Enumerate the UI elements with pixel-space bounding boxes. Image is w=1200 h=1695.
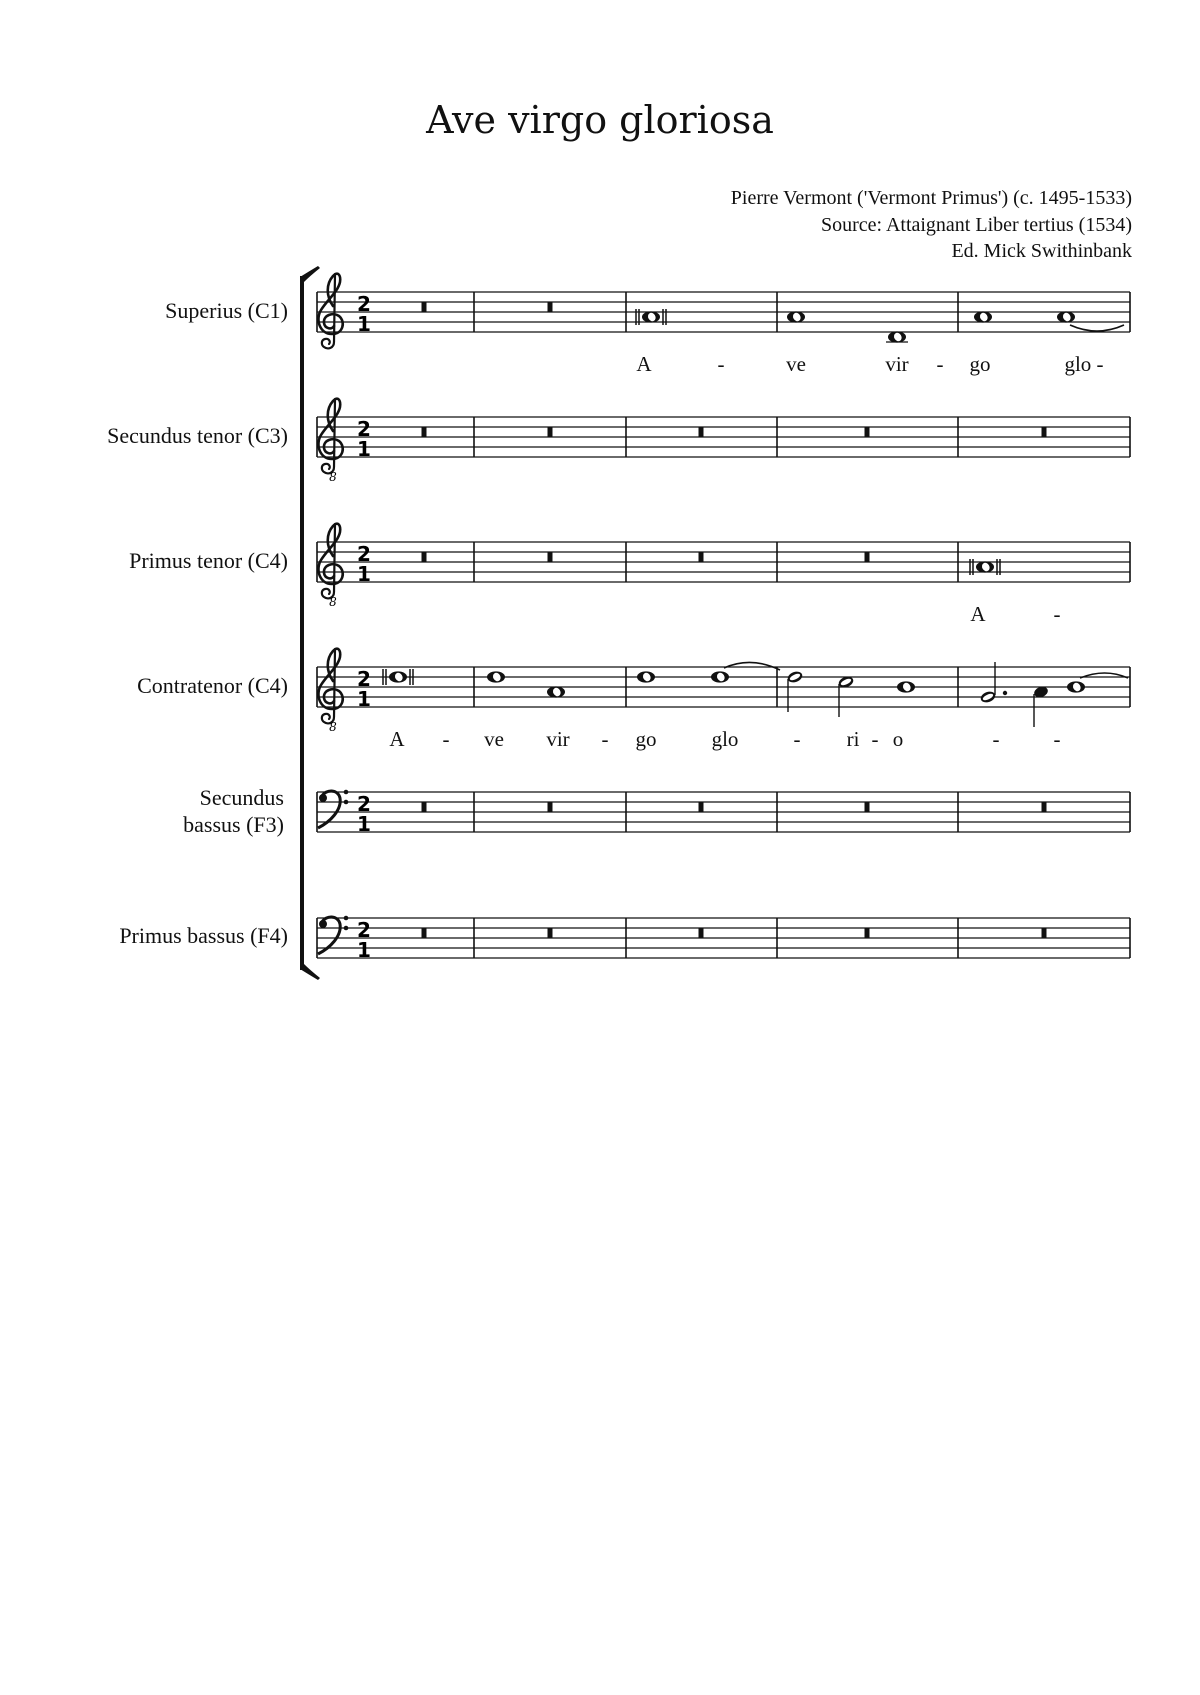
lyric-hyphen: - bbox=[871, 727, 879, 751]
lyric-hyphen: - bbox=[793, 727, 801, 751]
composer-credit: Pierre Vermont ('Vermont Primus') (c. 1495-1533) bbox=[730, 187, 1132, 209]
whole-note bbox=[547, 686, 565, 697]
breve-rest bbox=[548, 302, 553, 312]
time-signature-bottom: 1 bbox=[357, 437, 371, 461]
time-signature-bottom: 1 bbox=[357, 938, 371, 962]
lyric-syllable: A bbox=[389, 727, 405, 751]
lyric-syllable: glo bbox=[711, 727, 739, 751]
time-signature-top: 2 bbox=[357, 292, 371, 316]
octave-marker: 8 bbox=[329, 595, 337, 609]
lyric-syllable: go bbox=[969, 352, 991, 376]
time-signature-bottom: 1 bbox=[357, 687, 371, 711]
lyric-hyphen: - bbox=[1053, 727, 1061, 751]
source-credit: Source: Attaignant Liber tertius (1534) bbox=[820, 214, 1132, 236]
breve-rest bbox=[699, 928, 704, 938]
treble-clef-icon bbox=[318, 524, 342, 599]
breve-rest bbox=[865, 552, 870, 562]
augmentation-dot bbox=[1003, 691, 1007, 695]
lyric-syllable: o bbox=[892, 727, 904, 751]
lyric-hyphen: - bbox=[442, 727, 450, 751]
breve-rest bbox=[548, 928, 553, 938]
time-signature-top: 2 bbox=[357, 667, 371, 691]
breve-rest bbox=[1042, 802, 1047, 812]
score-title: Ave virgo gloriosa bbox=[426, 98, 774, 142]
editor-credit: Ed. Mick Swithinbank bbox=[951, 240, 1132, 262]
staff-primus-bassus bbox=[317, 916, 1130, 962]
lyric-hyphen: - bbox=[717, 352, 725, 376]
staff-secundus-bassus bbox=[317, 790, 1130, 836]
breve-rest bbox=[548, 802, 553, 812]
tie bbox=[1070, 325, 1124, 331]
time-signature-top: 2 bbox=[357, 417, 371, 441]
whole-note bbox=[711, 671, 729, 682]
breve-rest bbox=[422, 552, 427, 562]
part-name-secundus-bassus: Secundus bassus (F3) bbox=[183, 785, 284, 837]
time-signature-top: 2 bbox=[357, 918, 371, 942]
lyric-syllable: go bbox=[635, 727, 657, 751]
lyric-syllable: ve bbox=[484, 727, 504, 751]
part-name-secundus-tenor: Secundus tenor (C3) bbox=[107, 423, 288, 448]
breve-rest bbox=[865, 802, 870, 812]
time-signature-top: 2 bbox=[357, 792, 371, 816]
lyric-hyphen: - bbox=[992, 727, 1000, 751]
part-name-primus-tenor: Primus tenor (C4) bbox=[129, 548, 288, 573]
whole-note bbox=[787, 311, 805, 322]
time-signature-top: 2 bbox=[357, 542, 371, 566]
staff-secundus-tenor bbox=[317, 399, 1130, 484]
breve-rest bbox=[865, 928, 870, 938]
breve-rest bbox=[865, 427, 870, 437]
part-name-superius: Superius (C1) bbox=[165, 298, 288, 323]
part-name-contratenor: Contratenor (C4) bbox=[137, 673, 288, 698]
whole-note bbox=[1067, 681, 1085, 692]
lyric-syllable: vir bbox=[885, 352, 909, 376]
breve-rest bbox=[699, 802, 704, 812]
breve-rest bbox=[548, 427, 553, 437]
octave-marker: 8 bbox=[329, 720, 337, 734]
whole-note bbox=[888, 331, 906, 342]
treble-clef-icon bbox=[318, 399, 342, 474]
staff-primus-tenor bbox=[317, 524, 1130, 626]
lyric-syllable: vir bbox=[546, 727, 570, 751]
staff-superius bbox=[317, 274, 1130, 376]
breve-rest bbox=[422, 427, 427, 437]
breve-rest bbox=[548, 552, 553, 562]
lyric-syllable: A bbox=[636, 352, 652, 376]
system-bracket bbox=[300, 266, 320, 980]
octave-marker: 8 bbox=[329, 470, 337, 484]
staff-contratenor bbox=[317, 649, 1130, 751]
breve-rest bbox=[422, 928, 427, 938]
breve-rest bbox=[422, 302, 427, 312]
breve-rest bbox=[699, 427, 704, 437]
breve-rest bbox=[699, 552, 704, 562]
tie bbox=[724, 662, 780, 670]
time-signature-bottom: 1 bbox=[357, 812, 371, 836]
breve-rest bbox=[422, 802, 427, 812]
lyric-syllable: A bbox=[970, 602, 986, 626]
breve-rest bbox=[1042, 427, 1047, 437]
whole-note bbox=[1057, 311, 1075, 322]
lyric-hyphen: - bbox=[1053, 602, 1061, 626]
time-signature-bottom: 1 bbox=[357, 312, 371, 336]
whole-note bbox=[974, 311, 992, 322]
lyric-hyphen: - bbox=[601, 727, 609, 751]
time-signature-bottom: 1 bbox=[357, 562, 371, 586]
part-name-primus-bassus: Primus bassus (F4) bbox=[119, 923, 288, 948]
half-note bbox=[979, 690, 997, 705]
whole-note bbox=[637, 671, 655, 682]
whole-note bbox=[487, 671, 505, 682]
lyric-hyphen: - bbox=[936, 352, 944, 376]
lyric-syllable: ri bbox=[846, 727, 860, 751]
half-note bbox=[786, 670, 804, 685]
breve-rest bbox=[1042, 928, 1047, 938]
whole-note bbox=[897, 681, 915, 692]
treble-clef-icon bbox=[318, 649, 342, 724]
lyric-syllable: ve bbox=[786, 352, 806, 376]
lyric-syllable: glo - bbox=[1064, 352, 1104, 376]
treble-clef-icon bbox=[318, 274, 342, 349]
